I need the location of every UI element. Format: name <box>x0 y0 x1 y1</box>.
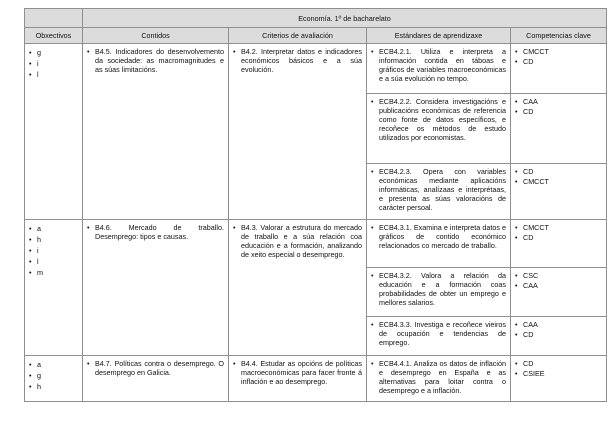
header-row <box>25 28 607 44</box>
standard-cell <box>367 356 511 402</box>
standard-cell <box>367 268 511 317</box>
criterion-cell <box>229 44 367 220</box>
criterion-item: • B4.3. Valorar a estrutura do mercado de traballo e a súa relación coa educación e a formación, analizando de xeito especial o desemprego. <box>233 223 362 259</box>
competence-item: • CMCCT <box>515 47 602 57</box>
content-cell <box>83 356 229 402</box>
objective-item: • g <box>29 370 78 381</box>
standard-cell <box>367 44 511 94</box>
header-objectives: Obxectivos <box>25 28 83 44</box>
competence-item: • CD <box>515 233 602 243</box>
content-item: • B4.6. Mercado de traballo. Desemprego: tipos e causas. <box>87 223 224 241</box>
criterion-item: • B4.2. Interpretar datos e indicadores económicos básicos e a súa evolución. <box>233 47 362 74</box>
table-title: Economía. 1º de bacharelato <box>83 9 607 28</box>
competences-cell <box>511 317 607 356</box>
header-criteria: Criterios de avaliación <box>229 28 367 44</box>
criterion-cell <box>229 356 367 402</box>
objective-item: • l <box>29 256 78 267</box>
table-row <box>25 44 607 94</box>
competences-cell <box>511 94 607 164</box>
objective-item: • a <box>29 359 78 370</box>
competence-item: • CMCCT <box>515 223 602 233</box>
competences-cell <box>511 44 607 94</box>
criterion-item: • B4.4. Estudar as opcións de políticas macroeconómicas para facer fronte á inflación e ao desemprego. <box>233 359 362 386</box>
standard-item: • ECB4.2.2. Considera investigacións e publicacións económicas de referencia como fonte de datos específicos, e recoñece os métodos de estudo utilizados por economistas. <box>371 97 506 142</box>
standard-cell <box>367 164 511 220</box>
standard-item: • ECB4.2.3. Opera con variables económicas mediante aplicacións informáticas, analízaas e interprétaas, e presenta as súas valoracións de carácter persoal. <box>371 167 506 212</box>
competence-item: • CAA <box>515 320 602 330</box>
curriculum-table <box>24 8 607 402</box>
header-contents: Contidos <box>83 28 229 44</box>
objective-item: • h <box>29 381 78 392</box>
title-blank-cell <box>25 9 83 28</box>
table-row <box>25 356 607 402</box>
standard-item: • ECB4.4.1. Analiza os datos de inflación e desemprego en España e as alternativas para loitar contra o desemprego e a inflación. <box>371 359 506 395</box>
standard-cell <box>367 317 511 356</box>
objective-item: • i <box>29 245 78 256</box>
content-item: • B4.7. Políticas contra o desemprego. O desemprego en Galicia. <box>87 359 224 377</box>
objective-item: • m <box>29 267 78 278</box>
header-competences: Competencias clave <box>511 28 607 44</box>
competences-cell <box>511 220 607 268</box>
competence-item: • CD <box>515 57 602 67</box>
competences-cell <box>511 268 607 317</box>
table-row <box>25 220 607 268</box>
competence-item: • CSIEE <box>515 369 602 379</box>
title-row <box>25 9 607 28</box>
objective-item: • h <box>29 234 78 245</box>
standard-item: • ECB4.3.3. Investiga e recoñece vieiros de ocupación e tendencias de emprego. <box>371 320 506 347</box>
header-standards: Estándares de aprendizaxe <box>367 28 511 44</box>
content-cell <box>83 220 229 356</box>
standard-item: • ECB4.3.1. Examina e interpreta datos e gráficos de contido económico relacionados co mercado de traballo. <box>371 223 506 250</box>
competence-item: • CD <box>515 359 602 369</box>
objectives-cell <box>25 44 83 220</box>
standard-item: • ECB4.3.2. Valora a relación da educación e a formación coas probabilidades de obter un emprego e mellores salarios. <box>371 271 506 307</box>
objective-item: • l <box>29 69 78 80</box>
objective-item: • a <box>29 223 78 234</box>
competence-item: • CD <box>515 167 602 177</box>
competence-item: • CAA <box>515 97 602 107</box>
content-item: • B4.5. Indicadores do desenvolvemento da sociedade: as macromagnitudes e as súas limitacións. <box>87 47 224 74</box>
objective-item: • i <box>29 58 78 69</box>
objectives-cell <box>25 356 83 402</box>
content-cell <box>83 44 229 220</box>
competences-cell <box>511 164 607 220</box>
criterion-cell <box>229 220 367 356</box>
competence-item: • CD <box>515 107 602 117</box>
standard-cell <box>367 94 511 164</box>
objectives-cell <box>25 220 83 356</box>
competence-item: • CSC <box>515 271 602 281</box>
standard-cell <box>367 220 511 268</box>
standard-item: • ECB4.2.1. Utiliza e interpreta a información contida en táboas e gráficos de variables macroeconómicas e a súa evolución no tempo. <box>371 47 506 83</box>
competence-item: • CAA <box>515 281 602 291</box>
competence-item: • CD <box>515 330 602 340</box>
competences-cell <box>511 356 607 402</box>
competence-item: • CMCCT <box>515 177 602 187</box>
objective-item: • g <box>29 47 78 58</box>
